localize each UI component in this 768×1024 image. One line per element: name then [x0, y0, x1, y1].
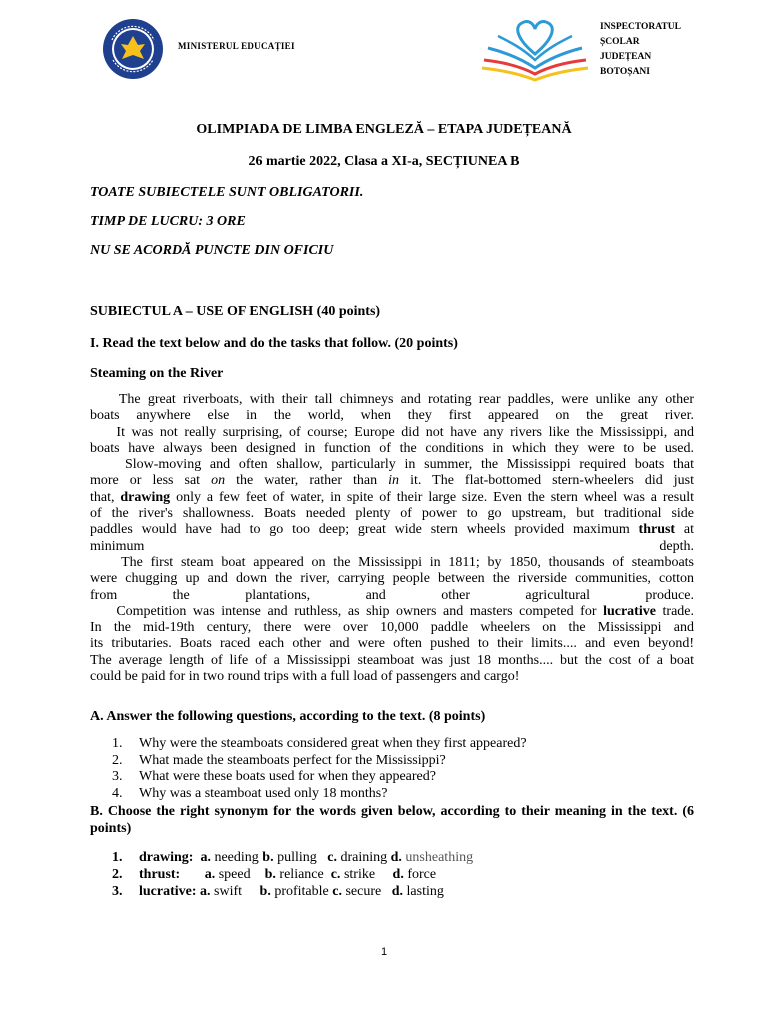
text-line: It was not really surprising, of course; Europe did not have any rivers like the Mississippi, and [116, 424, 695, 440]
isj-line: JUDEȚEAN [600, 52, 652, 62]
list-item: 4. Why was a steamboat used only 18 months? [112, 785, 388, 801]
government-seal-icon [98, 18, 168, 80]
isj-name [600, 20, 681, 80]
list-item: 1. Why were the steamboats considered great when they first appeared? [112, 736, 527, 751]
instruction: TIMP DE LUCRU: 3 ORE [90, 214, 246, 229]
text-line: The average length of life of a Mississippi steamboat was just 18 months.... but the cost of a boat [90, 652, 694, 668]
task-heading: A. Answer the following questions, according to the text. (8 points) [90, 709, 486, 724]
text-line: The great riverboats, with their tall chimneys and rotating rear paddles, were unlike any other [118, 392, 695, 407]
text-line: minimum depth. [90, 538, 694, 554]
text-line: from the plantations, and other agricultural produce. [90, 587, 694, 603]
text-line: could be paid for in two round trips with a full load of passengers and cargo! [90, 669, 520, 685]
isj-line: INSPECTORATUL [600, 22, 681, 32]
text-line: In the mid-19th century, there were over 10,000 paddle wheelers on the Mississippi and [90, 620, 694, 636]
list-item: 3. lucrative: a. swift b. profitable c. secure d. lasting [112, 884, 444, 899]
section-heading: SUBIECTUL A – USE OF ENGLISH (40 points) [90, 304, 381, 319]
text-line: paddles would have had to go too deep; great wide stern wheels provided maximum thrust at [90, 522, 694, 538]
list-item: 2. What made the steamboats perfect for the Mississippi? [112, 752, 446, 768]
text-line: of the river's shallowness. Boats needed plenty of power to go upstream, but traditional side [90, 506, 694, 522]
text-line: boats have always been designed in function of the conditions in which they were to be used. [90, 440, 694, 456]
text-line: boats anywhere else in the world, when they first appeared on the great river. [90, 408, 694, 424]
list-item: 1. drawing: a. needing b. pulling c. draining d. unsheathing [112, 850, 474, 865]
isj-line: ȘCOLAR [600, 37, 640, 47]
text-line: more or less sat on the water, rather than in it. The flat-bottomed stern-wheelers did just [90, 473, 694, 489]
ministry-name: MINISTERUL EDUCAȚIEI [178, 41, 295, 51]
text-line: The first steam boat appeared on the Mississippi in 1811; by 1850, thousands of steamboats [121, 554, 694, 570]
instruction: NU SE ACORDĂ PUNCTE DIN OFICIU [90, 243, 334, 258]
question-list [112, 736, 527, 802]
synonym-list [112, 849, 473, 900]
page-title: OLIMPIADA DE LIMBA ENGLEZĂ – ETAPA JUDEȚEANĂ [196, 122, 572, 137]
page-subtitle: 26 martie 2022, Clasa a XI-a, SECȚIUNEA B [248, 154, 520, 169]
text-line: Competition was intense and ruthless, as ship owners and masters competed for lucrative trade. [116, 603, 695, 619]
instruction: TOATE SUBIECTELE SUNT OBLIGATORII. [90, 185, 364, 200]
text-line: its tributaries. Boats raced each other and were often pushed to their limits.... and even beyond! [90, 636, 694, 652]
text-line: were chugging up and down the river, carrying people between the riverside communities, cotton [90, 571, 694, 587]
text-line: that, drawing only a few feet of water, in spite of their large size. Even the stern wheel was a result [90, 489, 694, 505]
task-heading: I. Read the text below and do the tasks that follow. (20 points) [90, 336, 458, 351]
list-item: 2. thrust: a. speed b. reliance c. strike d. force [112, 867, 437, 882]
page-header [0, 0, 768, 100]
page-number: 1 [380, 946, 388, 958]
text-line: Slow-moving and often shallow, particularly in summer, the Mississippi required boats that [124, 457, 695, 473]
task-heading: B. Choose the right synonym for the words given below, according to their meaning in the text. (6 points) [90, 804, 694, 836]
isj-logo-icon [478, 16, 592, 86]
list-item: 3. What were these boats used for when they appeared? [112, 769, 436, 784]
isj-line: BOTOȘANI [600, 67, 650, 77]
text-title: Steaming on the River [90, 366, 224, 381]
reading-text [90, 392, 694, 685]
